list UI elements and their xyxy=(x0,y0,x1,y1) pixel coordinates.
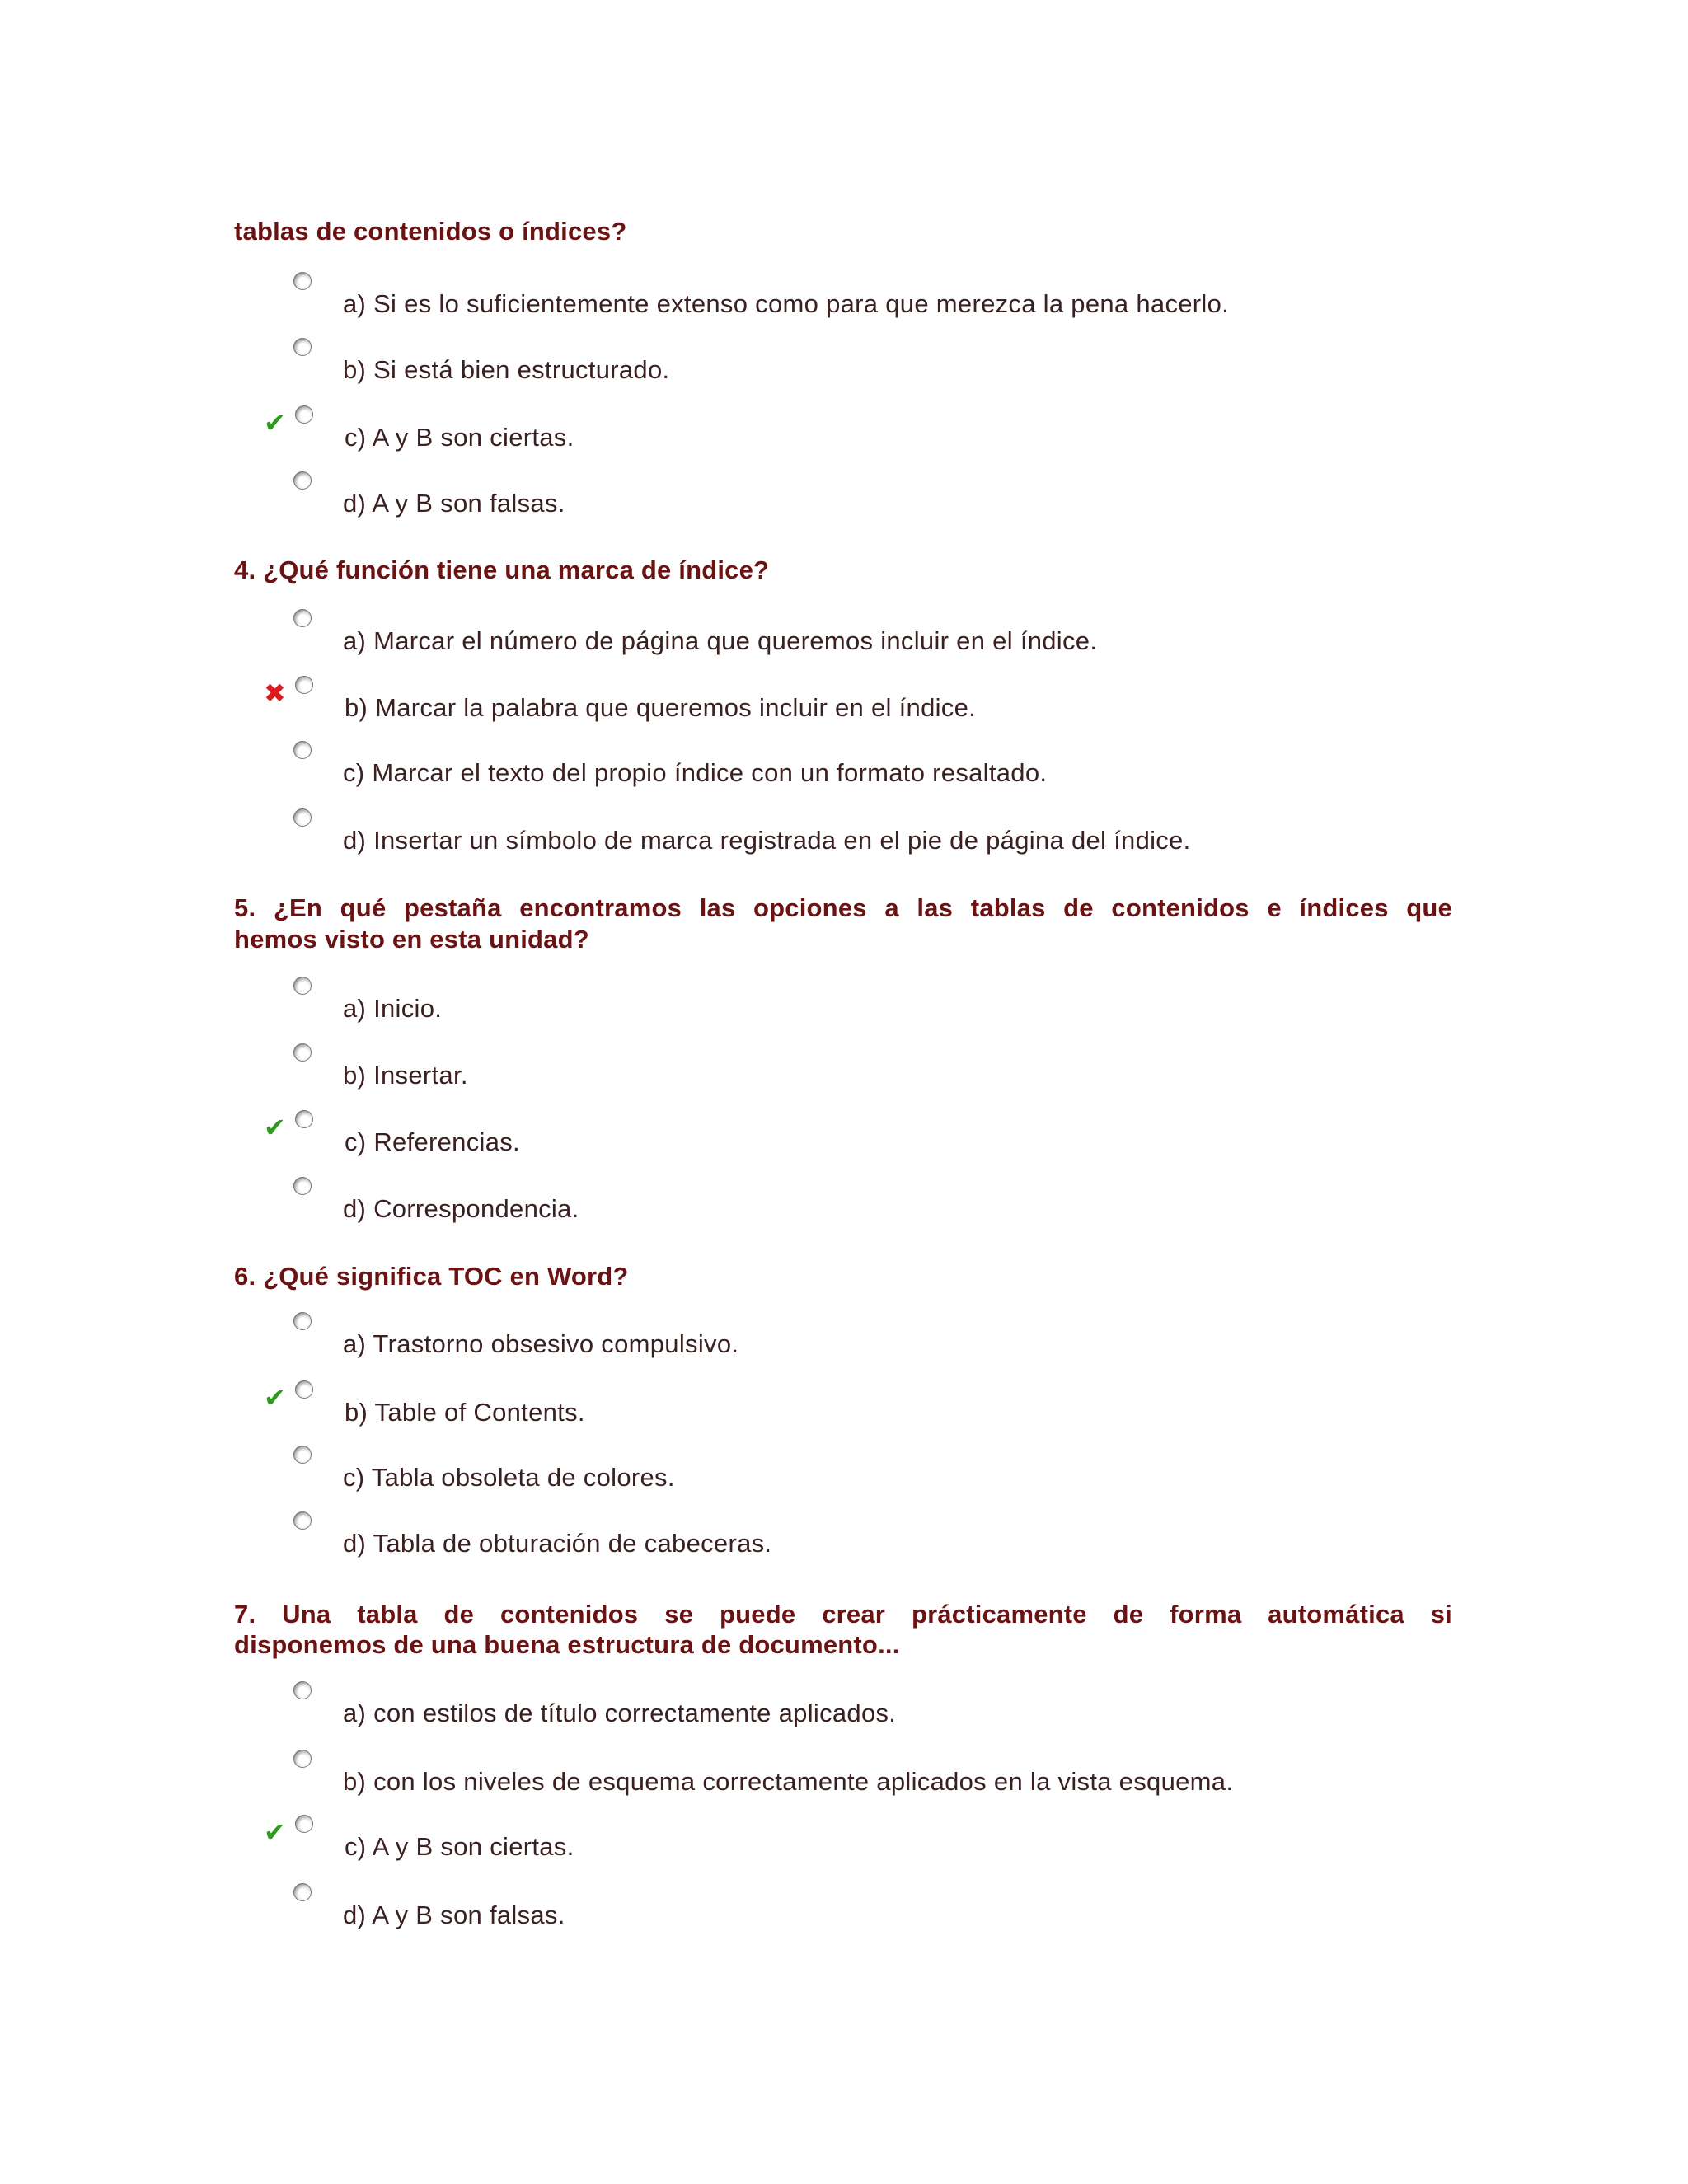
answer-option[interactable] xyxy=(264,808,1500,858)
answer-option[interactable] xyxy=(264,471,1500,521)
answer-option[interactable] xyxy=(264,1177,1500,1226)
radio-button-icon[interactable] xyxy=(295,1110,313,1128)
answer-option[interactable] xyxy=(264,1750,1500,1799)
answer-mark xyxy=(264,813,288,838)
correct-check-icon: ✔ xyxy=(264,1112,286,1143)
answer-option-text: d) A y B son falsas. xyxy=(343,1900,565,1929)
answer-option-text: a) Si es lo suficientemente extenso como para que merezca la pena hacerlo. xyxy=(343,289,1230,318)
radio-button-icon[interactable] xyxy=(295,1380,313,1399)
answer-option-text: d) Correspondencia. xyxy=(343,1194,579,1223)
answer-mark xyxy=(264,343,288,368)
radio-button-icon[interactable] xyxy=(293,1177,312,1195)
answer-option[interactable] xyxy=(264,977,1500,1026)
answer-option[interactable] xyxy=(264,1043,1500,1093)
radio-button-icon[interactable] xyxy=(293,272,312,290)
question-title-line: 4. ¿Qué función tiene una marca de índice? xyxy=(234,555,770,584)
radio-button-icon[interactable] xyxy=(293,1043,312,1062)
radio-button-icon[interactable] xyxy=(293,1511,312,1530)
radio-button-icon[interactable] xyxy=(293,741,312,759)
question-title xyxy=(234,1599,1452,1630)
radio-button-icon[interactable] xyxy=(295,405,313,424)
answer-option-text: b) Marcar la palabra que queremos incluir en el índice. xyxy=(345,693,977,722)
answer-option-text: c) A y B son ciertas. xyxy=(345,1832,574,1861)
question-title xyxy=(234,1261,1452,1292)
radio-button-icon[interactable] xyxy=(293,1446,312,1464)
answer-option-text: a) Trastorno obsesivo compulsivo. xyxy=(343,1329,739,1358)
radio-button-icon[interactable] xyxy=(293,808,312,827)
answer-option[interactable] xyxy=(264,741,1500,790)
correct-check-icon: ✔ xyxy=(264,1816,286,1848)
incorrect-cross-icon: ✖ xyxy=(264,677,286,709)
radio-button-icon[interactable] xyxy=(295,1815,313,1833)
radio-button-icon[interactable] xyxy=(293,609,312,627)
question-title xyxy=(234,893,1452,924)
answer-mark xyxy=(264,1686,288,1711)
answer-mark xyxy=(264,277,288,302)
radio-button-icon[interactable] xyxy=(295,676,313,694)
answer-mark xyxy=(264,614,288,639)
radio-button-icon[interactable] xyxy=(293,1312,312,1330)
answer-mark xyxy=(264,1182,288,1207)
answer-option-text: b) Si está bien estructurado. xyxy=(343,355,670,384)
answer-mark xyxy=(264,1451,288,1475)
question-title-continuation xyxy=(234,1629,1452,1661)
answer-option-text: d) Insertar un símbolo de marca registrada en el pie de página del índice. xyxy=(343,826,1191,855)
radio-button-icon[interactable] xyxy=(293,1750,312,1768)
answer-option-text: a) Inicio. xyxy=(343,994,443,1023)
question-title-line: 7. Una tabla de contenidos se puede crear prácticamente de forma automática si xyxy=(234,1600,1452,1629)
answer-option[interactable] xyxy=(264,609,1500,658)
answer-option[interactable] xyxy=(264,1110,1500,1160)
answer-mark xyxy=(264,1888,288,1913)
question-title-line: 5. ¿En qué pestaña encontramos las opciones a las tablas de contenidos e índices que xyxy=(234,893,1452,922)
radio-button-icon[interactable] xyxy=(293,471,312,490)
correct-check-icon: ✔ xyxy=(264,1382,286,1413)
answer-mark xyxy=(264,982,288,1006)
question-title xyxy=(234,555,1452,586)
answer-option[interactable] xyxy=(264,1312,1500,1361)
answer-option-text: b) con los niveles de esquema correctamente aplicados en la vista esquema. xyxy=(343,1767,1234,1796)
answer-option-text: b) Insertar. xyxy=(343,1061,468,1090)
answer-option[interactable] xyxy=(264,1511,1500,1561)
answer-option-text: d) A y B son falsas. xyxy=(343,489,565,518)
answer-option-text: a) Marcar el número de página que queremos incluir en el índice. xyxy=(343,626,1098,655)
answer-option[interactable] xyxy=(264,1446,1500,1495)
answer-option[interactable] xyxy=(264,272,1500,321)
answer-option-text: a) con estilos de título correctamente aplicados. xyxy=(343,1699,897,1727)
answer-option-text: c) Tabla obsoleta de colores. xyxy=(343,1463,675,1492)
question-title-line: tablas de contenidos o índices? xyxy=(234,217,627,246)
answer-option[interactable] xyxy=(264,1681,1500,1731)
answer-mark xyxy=(264,1317,288,1342)
question-title-line: 6. ¿Qué significa TOC en Word? xyxy=(234,1262,629,1291)
question-title-continuation xyxy=(234,924,1452,955)
answer-option[interactable] xyxy=(264,338,1500,387)
answer-option-text: b) Table of Contents. xyxy=(345,1398,585,1427)
correct-check-icon: ✔ xyxy=(264,407,286,438)
answer-mark xyxy=(264,476,288,501)
answer-option-text: c) Marcar el texto del propio índice con un formato resaltado. xyxy=(343,758,1048,787)
answer-option-text: c) A y B son ciertas. xyxy=(345,423,574,452)
answer-mark xyxy=(264,1048,288,1073)
answer-option[interactable] xyxy=(264,1815,1500,1864)
answer-option[interactable] xyxy=(264,1883,1500,1933)
answer-option[interactable] xyxy=(264,676,1500,725)
answer-mark xyxy=(264,746,288,771)
answer-option-text: c) Referencias. xyxy=(345,1127,520,1156)
answer-mark xyxy=(264,1516,288,1541)
answer-option-text: d) Tabla de obturación de cabeceras. xyxy=(343,1529,772,1558)
question-title-line: disponemos de una buena estructura de documento... xyxy=(234,1630,900,1659)
answer-option[interactable] xyxy=(264,1380,1500,1430)
radio-button-icon[interactable] xyxy=(293,1681,312,1699)
radio-button-icon[interactable] xyxy=(293,338,312,356)
answer-mark xyxy=(264,1755,288,1779)
question-title xyxy=(234,216,1452,247)
answer-option[interactable] xyxy=(264,405,1500,455)
radio-button-icon[interactable] xyxy=(293,977,312,995)
radio-button-icon[interactable] xyxy=(293,1883,312,1901)
question-title-line: hemos visto en esta unidad? xyxy=(234,925,589,954)
